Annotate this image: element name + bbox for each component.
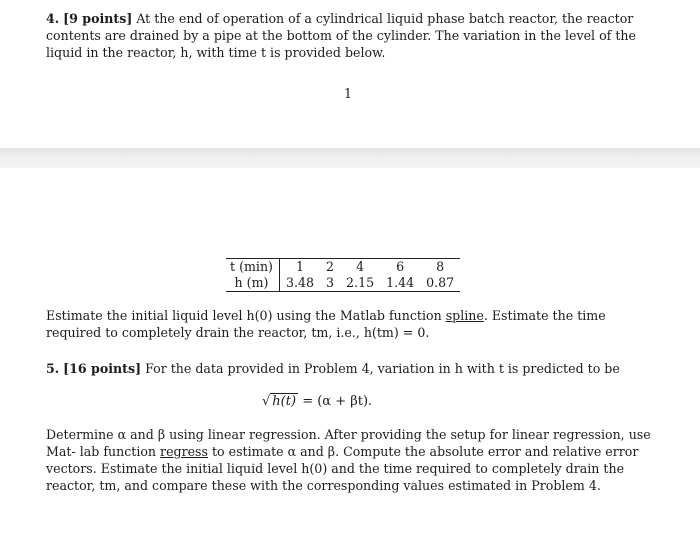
problem-5-points: [16 points] [63, 361, 142, 376]
regress-link[interactable]: regress [160, 444, 208, 459]
t-header: t (min) [226, 259, 279, 276]
problem-4-points: [9 points] [63, 11, 133, 26]
t-value: 1 [279, 259, 320, 276]
t-value: 2 [320, 259, 340, 276]
problem-5-intro-text: For the data provided in Problem 4, variation in h with t is predicted to be [145, 361, 620, 376]
page-number: 1 [344, 86, 353, 101]
t-value: 4 [340, 259, 380, 276]
problem-4-intro [46, 10, 658, 61]
page-1 [0, 0, 700, 148]
spline-link[interactable]: spline [445, 308, 484, 323]
h-value: 2.15 [340, 275, 380, 292]
problem-5-intro [46, 360, 658, 377]
problem-5-number: 5. [46, 361, 60, 376]
problem-5-body-text: Determine α and β using linear regression. After providing the setup for linear regression, use Mat- lab function [46, 427, 651, 459]
sqrt-symbol: √ h(t) [262, 394, 297, 409]
h-header: h (m) [226, 275, 279, 292]
h-value: 0.87 [420, 275, 460, 292]
problem-5-body [46, 426, 658, 494]
h-value: 1.44 [380, 275, 420, 292]
problem-4-task-text: Estimate the initial liquid level h(0) using the Matlab function [46, 308, 446, 323]
h-value: 3.48 [279, 275, 320, 292]
page-separator [0, 148, 700, 168]
problem-5-body-text-2: to estimate α and β. Compute the absolute error and relative error vectors. Estimate the initial liquid level h(0) and the time required to completely drain the reactor, tm, and compare these with the corresponding values estimated in Problem 4. [46, 444, 639, 493]
problem-4-task-text-2: . Estimate the time required to completely drain the reactor, tm, i.e., h(tm) = 0. [46, 308, 606, 340]
t-value: 8 [420, 259, 460, 276]
h-value: 3 [320, 275, 340, 292]
model-equation [262, 394, 372, 409]
problem-4-intro-text: At the end of operation of a cylindrical liquid phase batch reactor, the reactor contents are drained by a pipe at the bottom of the cylinder. The variation in the level of the liquid in the reactor, h, with time t is provided below. [46, 11, 636, 60]
problem-4-task [46, 307, 658, 341]
data-table [226, 258, 460, 292]
equation-radicand: h(t) [272, 394, 297, 409]
equation-rhs: = (α + βt). [302, 394, 373, 409]
t-value: 6 [380, 259, 420, 276]
problem-4-number: 4. [46, 11, 60, 26]
